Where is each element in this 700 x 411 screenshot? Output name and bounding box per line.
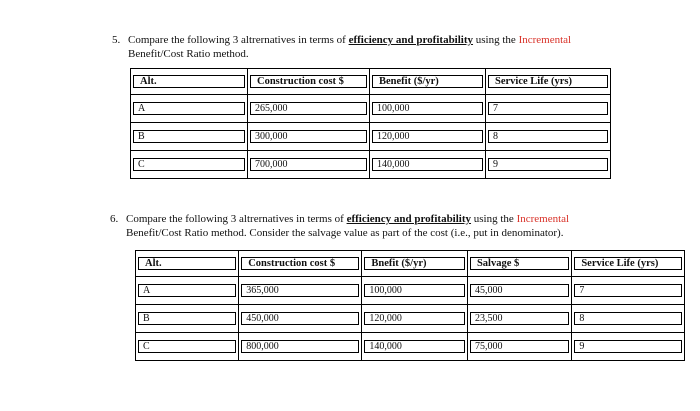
table-cell: 800,000 [239, 333, 362, 361]
table-row [136, 333, 685, 361]
question-5-table [130, 68, 611, 179]
table-cell: 140,000 [362, 333, 468, 361]
question-5-method-highlight: Incremental [518, 34, 572, 46]
question-5-line-2: Benefit/Cost Ratio method. [128, 48, 249, 60]
table-cell: 7 [572, 277, 685, 305]
table-row [136, 305, 685, 333]
question-6-text-a: Compare the following 3 altrernatives in terms of [126, 213, 347, 225]
table-cell: 23,500 [467, 305, 571, 333]
question-6 [110, 212, 690, 242]
table-cell: 100,000 [362, 277, 468, 305]
table-cell: 140,000 [370, 151, 486, 179]
table-row [136, 277, 685, 305]
question-6-method-highlight: Incremental [516, 213, 570, 225]
table-header-row [131, 69, 611, 95]
question-6-table [135, 250, 685, 361]
table-cell: 265,000 [248, 95, 370, 123]
question-6-number: 6. [110, 213, 119, 225]
table-cell: B [131, 123, 248, 151]
header-cell: Alt. [131, 69, 248, 95]
table-cell: C [136, 333, 239, 361]
header-cell: Service Life (yrs) [572, 251, 685, 277]
header-cell: Bnefit ($/yr) [362, 251, 468, 277]
question-5-emphasis: efficiency and profitability [348, 34, 474, 46]
question-5-line-1 [128, 33, 571, 47]
question-5 [112, 33, 672, 63]
question-5-text-a: Compare the following 3 altrernatives in terms of [128, 34, 349, 46]
question-6-text-c: using the [471, 213, 517, 225]
table-cell: A [131, 95, 248, 123]
table-cell: 365,000 [239, 277, 362, 305]
table-cell: A [136, 277, 239, 305]
header-cell: Benefit ($/yr) [370, 69, 486, 95]
table-cell: 7 [486, 95, 611, 123]
header-cell: Service Life (yrs) [486, 69, 611, 95]
table-cell: 45,000 [467, 277, 571, 305]
question-6-line-1 [126, 212, 569, 226]
table-cell: 8 [486, 123, 611, 151]
table-row [131, 95, 611, 123]
table-cell: C [131, 151, 248, 179]
question-5-text-c: using the [473, 34, 519, 46]
header-cell: Construction cost $ [248, 69, 370, 95]
question-6-emphasis: efficiency and profitability [346, 213, 472, 225]
header-cell: Alt. [136, 251, 239, 277]
table-cell: 9 [486, 151, 611, 179]
table-cell: 9 [572, 333, 685, 361]
table-cell: 700,000 [248, 151, 370, 179]
header-cell: Salvage $ [467, 251, 571, 277]
table-row [131, 151, 611, 179]
table-cell: 120,000 [362, 305, 468, 333]
question-5-number: 5. [112, 34, 121, 46]
table-cell: 8 [572, 305, 685, 333]
table-cell: 100,000 [370, 95, 486, 123]
table-cell: 450,000 [239, 305, 362, 333]
question-6-line-2: Benefit/Cost Ratio method. Consider the salvage value as part of the cost (i.e., put in denominator). [126, 227, 564, 239]
table-cell: B [136, 305, 239, 333]
table-row [131, 123, 611, 151]
table-cell: 75,000 [467, 333, 571, 361]
header-cell: Construction cost $ [239, 251, 362, 277]
table-cell: 300,000 [248, 123, 370, 151]
table-cell: 120,000 [370, 123, 486, 151]
table-header-row [136, 251, 685, 277]
